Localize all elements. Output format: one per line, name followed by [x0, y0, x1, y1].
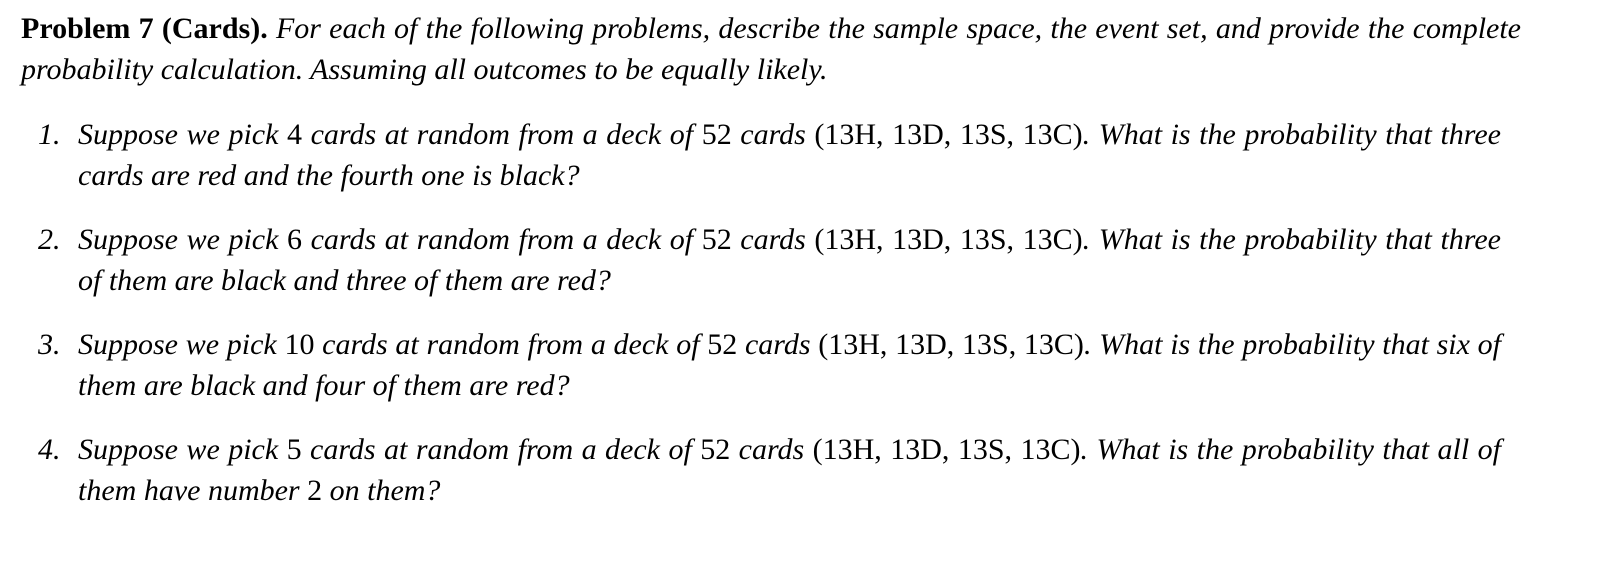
item-text — [78, 114, 1501, 196]
list-item — [38, 324, 1501, 406]
deck-notation: (13H, 13D, 13S, 13C) — [812, 433, 1081, 466]
item-text-part: cards — [731, 223, 815, 256]
problem-title: Problem 7 (Cards). — [21, 12, 268, 45]
item-question: . What is the probability that three cards are red and the fourth one is black? — [78, 118, 1501, 192]
item-text-part: cards at random from a deck of — [302, 223, 702, 256]
item-text-part: Suppose we pick — [78, 118, 288, 151]
card-count: 6 — [287, 223, 303, 256]
item-text-part: cards — [737, 328, 819, 361]
deck-notation: (13H, 13D, 13S, 13C) — [814, 223, 1083, 256]
card-count: 4 — [287, 118, 303, 151]
item-text-part: cards — [731, 118, 815, 151]
item-number: 4. — [38, 433, 61, 466]
item-text-part: Suppose we pick — [78, 223, 288, 256]
item-text-part: Suppose we pick — [78, 328, 285, 361]
item-text-part: cards at random from a deck of — [301, 433, 701, 466]
deck-size: 52 — [700, 433, 731, 466]
problem-intro: For each of the following problems, describe the sample space, the event set, and provide the complete probability calculation. Assuming all outcomes to be equally likely. — [21, 12, 1522, 86]
item-question: . What is the probability that three of them are black and three of them are red? — [78, 223, 1501, 297]
problem-list — [38, 114, 1501, 534]
card-count: 5 — [286, 433, 302, 466]
card-count: 10 — [284, 328, 315, 361]
deck-notation: (13H, 13D, 13S, 13C) — [818, 328, 1084, 361]
deck-notation: (13H, 13D, 13S, 13C) — [814, 118, 1083, 151]
item-text-part: cards at random from a deck of — [302, 118, 702, 151]
card-number-value: 2 — [307, 474, 323, 507]
problem-block — [21, 8, 1521, 90]
list-item — [38, 114, 1501, 196]
item-number: 2. — [38, 223, 61, 256]
deck-size: 52 — [701, 223, 732, 256]
item-text-part: Suppose we pick — [78, 433, 287, 466]
item-number: 1. — [38, 118, 61, 151]
item-number: 3. — [38, 328, 61, 361]
problem-header — [21, 8, 1521, 90]
list-item — [38, 219, 1501, 301]
item-text-part: cards — [730, 433, 813, 466]
item-text — [78, 429, 1501, 511]
item-question: . What is the probability that all of them have number — [78, 433, 1501, 507]
item-text — [78, 219, 1501, 301]
item-text — [78, 324, 1501, 406]
item-text-part: cards at random from a deck of — [314, 328, 708, 361]
item-question: . What is the probability that six of them are black and four of them are red? — [78, 328, 1501, 402]
item-question: on them? — [322, 474, 441, 507]
deck-size: 52 — [701, 118, 732, 151]
deck-size: 52 — [707, 328, 738, 361]
list-item — [38, 429, 1501, 511]
